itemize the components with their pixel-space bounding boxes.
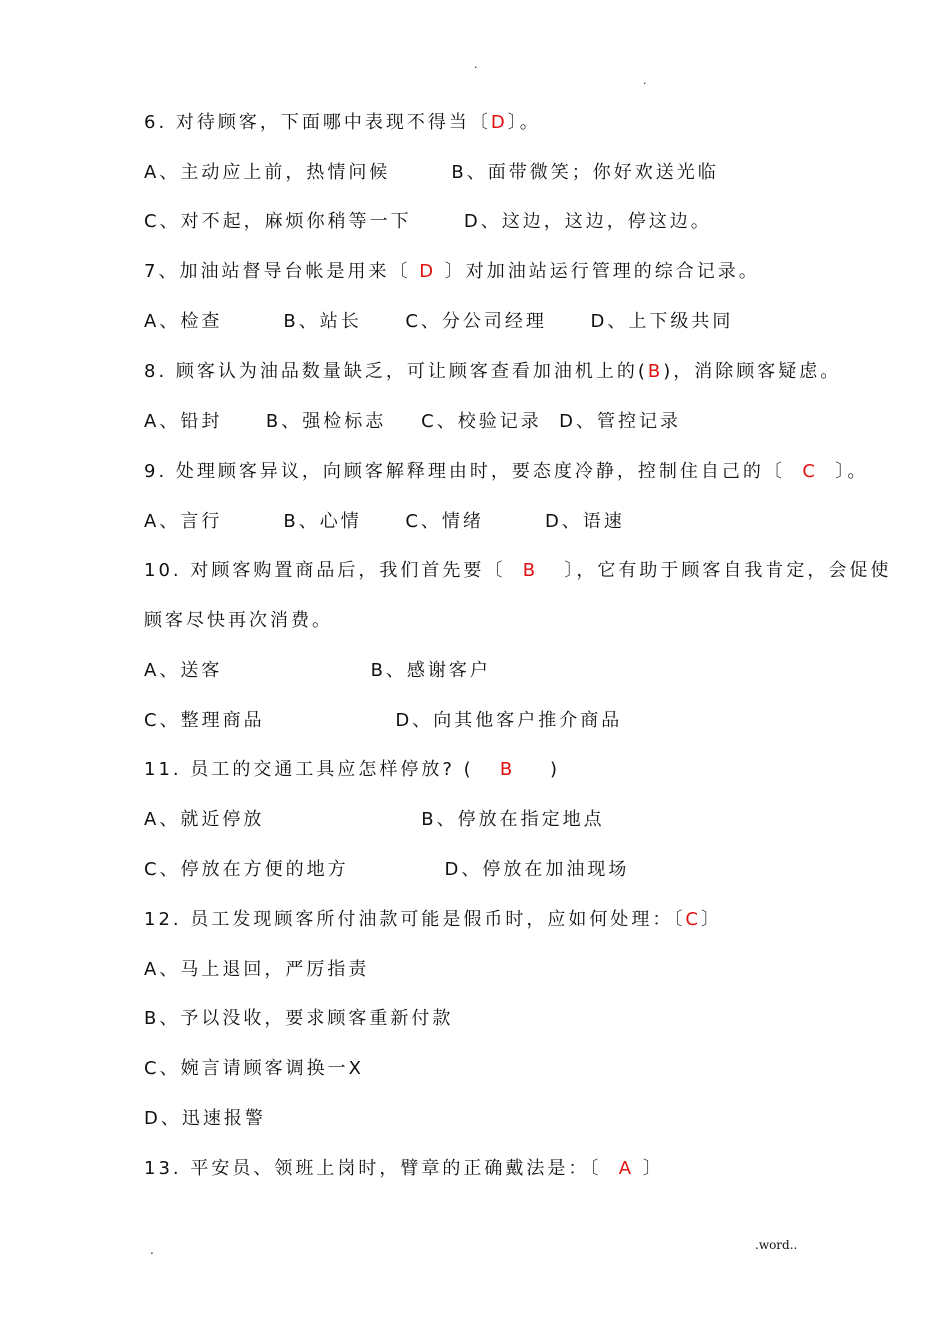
question-8: 8. 顾客认为油品数量缺乏，可让顾客查看加油机上的(B)，消除顾客疑虑。 xyxy=(144,361,842,382)
option-12-c: C、婉言请顾客调换一X xyxy=(144,1058,364,1079)
question-13: 13. 平安员、领班上岗时，臂章的正确戴法是：〔 A 〕 xyxy=(144,1158,664,1179)
answer-11: B xyxy=(499,759,516,780)
options-11-cd: C、停放在方便的地方 D、停放在加油现场 xyxy=(144,859,630,880)
footer-word: .word.. xyxy=(755,1238,798,1252)
answer-8: B xyxy=(647,361,664,382)
header-dot-right: . xyxy=(643,74,647,87)
options-9: A、言行 B、心情 C、情绪 D、语速 xyxy=(144,511,625,532)
option-12-b: B、予以没收，要求顾客重新付款 xyxy=(144,1008,454,1029)
options-10-cd: C、整理商品 D、向其他客户推介商品 xyxy=(144,710,623,731)
answer-7: D xyxy=(419,261,437,282)
answer-6: D xyxy=(490,112,508,133)
answer-13: A xyxy=(618,1158,635,1179)
question-7: 7、加油站督导台帐是用来〔 D 〕对加油站运行管理的综合记录。 xyxy=(144,261,760,282)
answer-12: C xyxy=(685,909,701,930)
options-7: A、检查 B、站长 C、分公司经理 D、上下级共同 xyxy=(144,311,734,332)
header-dot-left: . xyxy=(474,58,478,71)
answer-9: C xyxy=(802,461,818,482)
question-11: 11. 员工的交通工具应怎样停放? ( B ) xyxy=(144,759,561,780)
options-10-ab: A、送客 B、感谢客户 xyxy=(144,660,491,681)
options-8: A、铅封 B、强检标志 C、校验记录 D、管控记录 xyxy=(144,411,682,432)
answer-10: B xyxy=(522,560,539,581)
question-10-cont: 顾客尽快再次消费。 xyxy=(144,610,333,631)
option-12-d: D、迅速报警 xyxy=(144,1108,266,1129)
question-6: 6. 对待顾客，下面哪中表现不得当〔D〕。 xyxy=(144,112,541,133)
question-9: 9. 处理顾客异议，向顾客解释理由时，要态度冷静，控制住自己的〔 C 〕。 xyxy=(144,461,869,482)
options-6-ab: A、主动应上前，热情问候 B、面带微笑；你好欢送光临 xyxy=(144,162,719,183)
options-6-cd: C、对不起，麻烦你稍等一下 D、这边，这边，停这边。 xyxy=(144,211,712,232)
footer-dot: . xyxy=(150,1243,154,1257)
question-10: 10. 对顾客购置商品后，我们首先要〔 B 〕，它有助于顾客自我肯定，会促使 xyxy=(144,560,892,581)
options-11-ab: A、就近停放 B、停放在指定地点 xyxy=(144,809,605,830)
option-12-a: A、马上退回，严厉指责 xyxy=(144,959,370,980)
question-12: 12. 员工发现顾客所付油款可能是假币时，应如何处理：〔C〕 xyxy=(144,909,722,930)
